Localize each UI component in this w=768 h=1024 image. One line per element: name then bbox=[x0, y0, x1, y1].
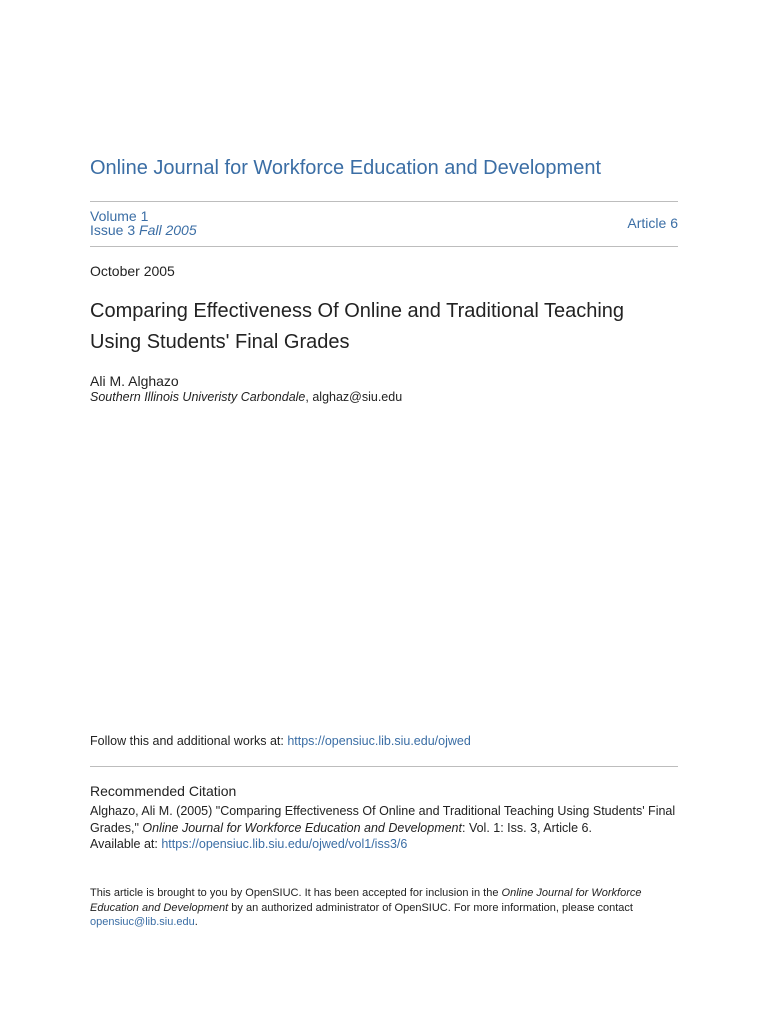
footer-note bbox=[90, 886, 678, 930]
publication-date: October 2005 bbox=[90, 263, 175, 279]
citation-divider bbox=[90, 766, 678, 767]
footer-text-before: This article is brought to you by OpenSIUC. It has been accepted for inclusion in the bbox=[90, 887, 502, 899]
affiliation-name: Southern Illinois Univeristy Carbondale bbox=[90, 390, 306, 404]
author-affiliation bbox=[90, 390, 402, 404]
issue-season: Fall 2005 bbox=[139, 222, 197, 238]
follow-text: Follow this and additional works at: bbox=[90, 734, 288, 748]
recommended-citation-heading: Recommended Citation bbox=[90, 783, 237, 799]
available-at-line bbox=[90, 837, 407, 851]
article-number-link[interactable]: Article 6 bbox=[627, 215, 678, 231]
cover-page bbox=[90, 0, 678, 1024]
footer-text-after: by an authorized administrator of OpenSIUC. For more information, please contact bbox=[228, 901, 633, 914]
volume-link[interactable]: Volume 1 bbox=[90, 208, 149, 224]
citation-journal: Online Journal for Workforce Education and Development bbox=[142, 821, 462, 835]
citation-text-before: Alghazo, Ali M. (2005) "Comparing Effectiveness Of Online and Traditional Teaching Using Students' Final Grades," bbox=[90, 804, 676, 835]
citation-text-after: : Vol. 1: Iss. 3, Article 6. bbox=[462, 821, 592, 835]
citation-text bbox=[90, 803, 680, 837]
footer-period: . bbox=[194, 916, 198, 928]
available-url-link[interactable]: https://opensiuc.lib.siu.edu/ojwed/vol1/iss3/6 bbox=[161, 837, 408, 851]
volume-issue-block bbox=[90, 209, 197, 237]
issue-link[interactable] bbox=[90, 223, 197, 237]
journal-title-link[interactable]: Online Journal for Workforce Education and Development bbox=[90, 157, 602, 179]
author-name: Ali M. Alghazo bbox=[90, 373, 179, 389]
article-title: Comparing Effectiveness Of Online and Traditional Teaching Using Students' Final Grades bbox=[90, 300, 625, 353]
footer-journal: Online Journal for Workforce Education and Development bbox=[90, 887, 642, 914]
top-divider bbox=[90, 201, 678, 202]
follow-url-link[interactable]: https://opensiuc.lib.siu.edu/ojwed bbox=[287, 734, 471, 748]
contact-email-link[interactable]: opensiuc@lib.siu.edu bbox=[90, 916, 195, 928]
author-email: , alghaz@siu.edu bbox=[305, 390, 403, 404]
follow-line bbox=[90, 734, 471, 748]
available-label: Available at: bbox=[90, 837, 162, 851]
issue-number: Issue 3 bbox=[90, 222, 136, 238]
middle-divider bbox=[90, 246, 678, 247]
